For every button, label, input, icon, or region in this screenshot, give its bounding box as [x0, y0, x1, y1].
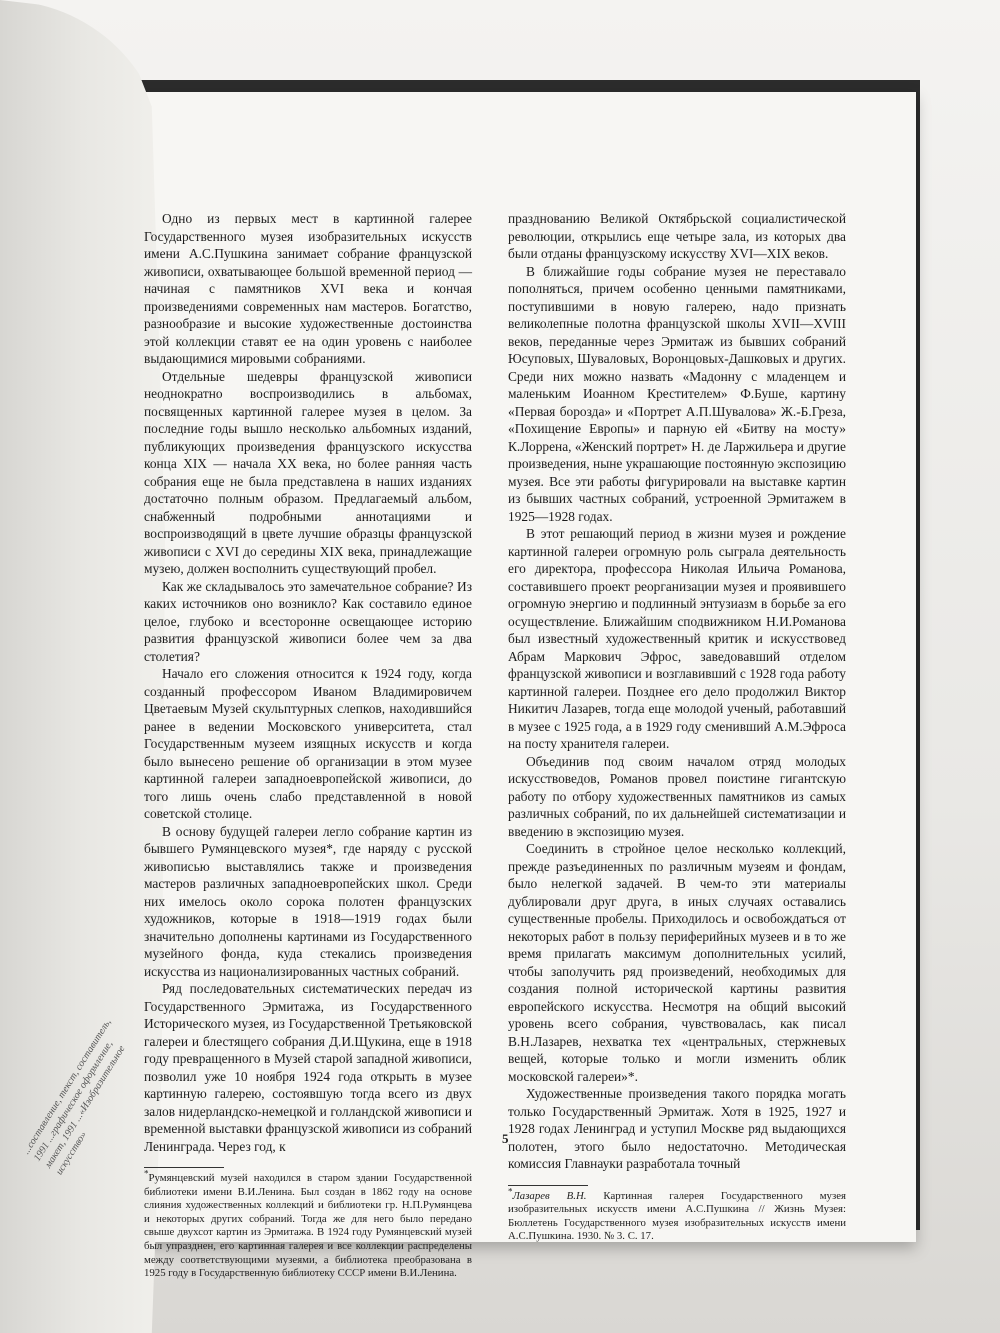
paragraph: Начало его сложения относится к 1924 году, когда созданный профессором Иваном Владимировичем Цветаевым Музей скульптурных слепков, находившийся ранее в ведении Московского университета, стал Государственным музеем изящных искусств и когда было вынесено решение об организации в этом музее картинной галереи западноевропейской живописи, до того лишь очень слабо представленной в новой советской столице. [144, 666, 472, 821]
footnote-rule [144, 1167, 224, 1168]
paragraph: Ряд последовательных систематических передач из Государственного Эрмитажа, из Государственного Исторического музея, из Государственной Третьяковской галереи и блестящего собрания Д.И.Щукина, еще в 1918 году превращенного в Музей старой западной живописи, позволил уже 10 ноября 1924 года открыть в музее картинную галерею, состоявшую тогда всего из двух залов нидерландско-немецкой и голландской живописи и временной выставки французской живописи из собраний Ленинграда. Через год, к [144, 981, 472, 1154]
paragraph: В основу будущей галереи легло собрание картин из бывшего Румянцевского музея*, где наряду с русской живописью выставлялись также и произведения мастеров различных западноевропейских школ. Среди них имелось около сорока полотен французских художников, которые в 1918—1919 годах были значительно дополнены картинами из Государственного музейного фонда, куда стекались произведения искусства из национализированных частных собраний. [144, 823, 472, 979]
paragraph: Соединить в стройное целое несколько коллекций, прежде разъединенных по различным музеям и фондам, было нелегкой задачей. В чем-то эти материалы дублировали друг друга, в иных случаях оставались существенные пробелы. Приходилось и освобождаться от некоторых работ в пользу периферийных музеев и в то же время прилагать максимум дополнительных усилий, чтобы заполучить ряд произведений, необходимых для создания полной исторической картины развития европейского искусства. Несмотря на общий высокий уровень всего собрания, чувствовалась, как писал В.Н.Лазарев, нехватка тех «центральных, стержневых вещей, которые только и могли изменить облик московской галереи»*. [508, 841, 846, 1084]
left-page-colophon: ...составление, текст, составитель, 1991 ...графическое оформление, макет, 1991 ...«Изобразительное искусство» [20, 1017, 128, 1178]
footnote [144, 1168, 472, 1281]
paragraph: В этот решающий период в жизни музея и рождение картинной галереи огромную роль сыграла деятельность его директора, профессора Николая Ильича Романова, составившего проект реорганизации музея и проявившего огромную энергию и подлинный энтузиазм в борьбе за его осуществление. Ближайшим сподвижником Н.И.Романова был известный художественный критик и искусствовед Абрам Маркович Эфрос, заведовавший отделом французской живописи и возглавивший с 1928 года работу картинной галереи. Позднее его дело продолжил Виктор Никитич Лазарев, тогда еще молодой ученый, работавший в музее с 1925 года, а в 1929 году сменивший А.М.Эфроса на посту хранителя галереи. [508, 526, 846, 751]
paragraph: празднованию Великой Октябрьской социалистической революции, открылись еще четыре зала, из которых два были отданы французскому искусству XVI—XIX веков. [508, 211, 846, 261]
paragraph: Одно из первых мест в картинной галерее Государственного музея изобразительных искусств имени А.С.Пушкина занимает собрание французской живописи, охватывающее большой временной период — начиная с памятников XVI века и кончая произведениями современных нам мастеров. Богатство, разнообразие и высокие художественные достоинства этой коллекции ставят ее на один уровень с наиболее выдающимися мировыми собраниями. [144, 211, 472, 366]
right-column [508, 210, 846, 1244]
footnote-mark: * [508, 1185, 513, 1196]
footnote-rule [508, 1185, 588, 1186]
footnote-text: Румянцевский музей находился в старом здании Государственной библиотеки имени В.И.Ленина. Был создан в 1862 году на основе слияния художественных коллекций и библиотеки гр. Н.П.Румянцева и некоторых других собраний. Тогда же для него было передано свыше двухсот картин из Эрмитажа. В 1924 году Румянцевский музей был упразднен, его картинная галерея и все коллекции распределены между соответствующими музеями, а библиотека преобразована в 1925 году в Государственную библиотеку СССР имени В.И.Ленина. [144, 1172, 472, 1280]
footnote-author: Лазарев В.Н. [512, 1189, 587, 1202]
left-column [144, 210, 472, 1281]
page-number: 5 [502, 1131, 509, 1146]
footnote-text: Картинная галерея Государственного музея изобразительных искусств имени А.С.Пушкина // Жизнь Музея: Бюллетень Государственного музея изобразительных искусств имени А.С.Пушкина. 1930. № 3. С. 17. [508, 1189, 846, 1243]
paragraph: Художественные произведения такого порядка могать только Государственный Эрмитаж. Хотя в 1925, 1927 и 1928 годах Ленинград и уступил Москве ряд выдающихся полотен, этого было недостаточно. Методическая комиссия Главнауки разработала точный [508, 1086, 846, 1171]
footnote-mark: * [144, 1168, 149, 1179]
paragraph: Объединив под своим началом отряд молодых искусствоведов, Романов провел поистине гигантскую работу по отбору художественных памятников из самых различных собраний, по их дальнейшей систематизации и введению в экспозицию музея. [508, 753, 846, 839]
paragraph: Как же складывалось это замечательное собрание? Из каких источников оно возникло? Как составило единое целое, глубоко и всесторонне освещающее историю развития французской живописи более чем за два столетия? [144, 578, 472, 664]
paragraph: Отдельные шедевры французской живописи неоднократно воспроизводились в альбомах, посвященных картинной галерее музея в целом. За последние годы вышло несколько альбомных изданий, публикующих произведения французского искусства конца XIX — начала XX века, но более ранняя часть собрания еще не была представлена в наших изданиях достаточно полным образом. Предлагаемый альбом, снабженный подробными аннотациями и воспроизводящий в цвете лучшие образцы французской живописи с XVI до середины XIX века, принадлежащие музею, должен восполнить существующий пробел. [144, 368, 472, 576]
paragraph: В ближайшие годы собрание музея не переставало пополняться, причем особенно ценными памятниками, поступившими в новую галерею, надо признать великолепные полотна французской школы XVII—XVIII веков, переданные через Эрмитаж из бывших собраний Юсуповых, Шуваловых, Воронцовых-Дашковых и других. Среди них можно назвать «Мадонну с младенцем и маленьким Иоанном Крестителем» Ф.Буше, картину «Первая борозда» и «Портрет А.П.Шувалова» Ж.-Б.Греза, «Похищение Европы» и парную ей «Битву на мосту» К.Лоррена, «Женский портрет» Н. де Ларжильера и другие произведения, ныне украшающие постоянную экспозицию музея. Все эти работы фигурировали на выставке картин из бывших частных собраний, устроенной Эрмитажем в 1925—1928 годах. [508, 263, 846, 524]
footnote [508, 1185, 846, 1244]
